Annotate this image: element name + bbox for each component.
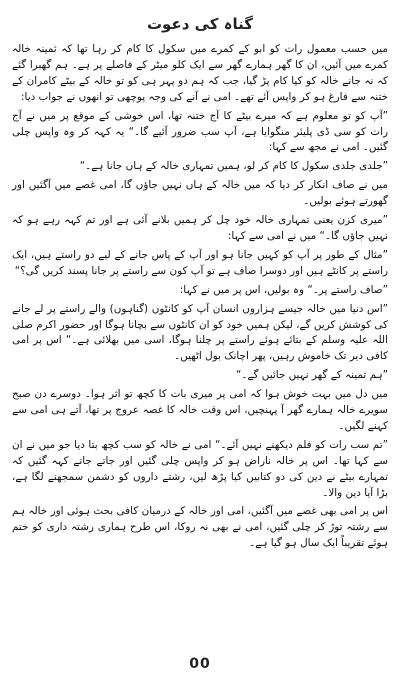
page-number: 00 xyxy=(189,656,211,672)
paragraph: ”آپ کو تو معلوم ہے کہ میرے بیٹے کا آج ختنہ تھا، اس خوشی کے موقع پر میں نے آج رات کو سی ڈی پلیئر منگوایا ہے، آپ سب ضرور آئیے گا۔“ یہ کہہ کر وہ واپس چلی گئیں۔ امی نے مجھ سے کہا: xyxy=(12,109,388,154)
paragraph: ”اس دنیا میں خالہ جیسے ہزاروں انسان آپ کو کانٹوں (گناہوں) والے راستے پر لے جانے کی کوشش کریں گے، لیکن ہمیں خود کو ان کانٹوں سے بچانا ہوگا اور حضور اکرم صلی اللہ علیہ وسلم کے بتائے ہوئے راستے پر چلنا ہوگا، اسی میں بھلائی ہے۔“ اس پر امی کافی دیر تک خاموش رہیں، پھر اچانک بول اٹھیں۔ xyxy=(12,302,388,363)
story-title: گناہ کی دعوت xyxy=(146,15,254,33)
paragraph: ”ہم ثمینہ کے گھر نہیں جائیں گے۔“ xyxy=(235,369,388,382)
paragraph: ”صاف راستے پر۔“ وہ بولیں، اس پر میں نے کہا: xyxy=(179,283,388,296)
paragraph: ”مثال کے طور پر آپ کو کہیں جانا ہو اور آپ کے پاس جانے کے لیے دو راستے ہیں، ایک راستے پر کانٹے ہیں اور دوسرا صاف ہے تو آپ کون سے راستے پر جانا پسند کریں گی؟“ xyxy=(12,248,388,277)
paragraph: ”جلدی جلدی سکول کا کام کر لو، ہمیں تمہاری خالہ کے ہاں جانا ہے۔“ xyxy=(79,160,388,173)
paragraph: اس پر امی بھی غصے میں آگئیں، امی اور خالہ کے درمیان کافی بحث ہوئی اور خالہ ہم سے رشتہ توڑ کر چلی گئیں، امی نے بھی نہ روکا، اس طرح ہماری رشتہ داری کو ختم ہوئے تقریباً ایک سال ہو گیا ہے۔ xyxy=(12,505,388,550)
paragraph: ”میری کزن یعنی تمہاری خالہ خود چل کر ہمیں بلانے آئی ہے اور تم کہہ رہے ہو کہ نہیں جاؤں گا۔“ میں نے امی سے کہا: xyxy=(12,214,388,242)
page-footer xyxy=(0,653,400,672)
paragraph: ”تم سب رات کو فلم دیکھنے نہیں آئے۔“ امی نے خالہ کو سب کچھ بتا دیا جو میں نے ان سے کہا تھا۔ اس پر خالہ ناراض ہو کر واپس چلی گئیں اور جاتے جاتے کہہ گئیں کہ تمہارے بیٹے نے دین کی دو کتابیں کیا پڑھ لیں، رشتے داروں کو دشمن سمجھنے لگا ہے، بڑا آیا دین والا۔ xyxy=(12,438,388,499)
paragraph: میں نے صاف انکار کر دیا کہ میں خالہ کے ہاں نہیں جاؤں گا، امی غصے میں آگئیں اور گھورتے ہوئے بولیں۔ xyxy=(12,179,388,208)
story-body xyxy=(12,42,388,552)
paragraph: میں دل میں بہت خوش ہوا کہ امی پر میری بات کا کچھ تو اثر ہوا۔ دوسرے دن صبح سویرے خالہ ہمارے گھر آ پہنچیں، اس وقت خالہ کا غصہ عروج پر تھا، آتے ہی امی سے کہنے لگیں۔ xyxy=(12,388,388,432)
paragraph: میں حسب معمول رات کو ابو کے کمرے میں سکول کا کام کر رہا تھا کہ ثمینہ خالہ کمرے میں آئیں، ان کا گھر ہمارے گھر سے ایک کلو میٹر کے فاصلے پر ہے۔ ہم گھبرا گئے کہ نہ جانے خالہ کو کیا کام پڑ گیا، جب کہ ہم دو پہر ہی کو تو خالہ کے بیٹے کامران کے ختنہ سے فارغ ہو کر واپس آئے تھے۔ امی نے آنے کی وجہ پوچھی تو انھوں نے جواب دیا: xyxy=(12,43,388,103)
title-area xyxy=(12,10,388,38)
